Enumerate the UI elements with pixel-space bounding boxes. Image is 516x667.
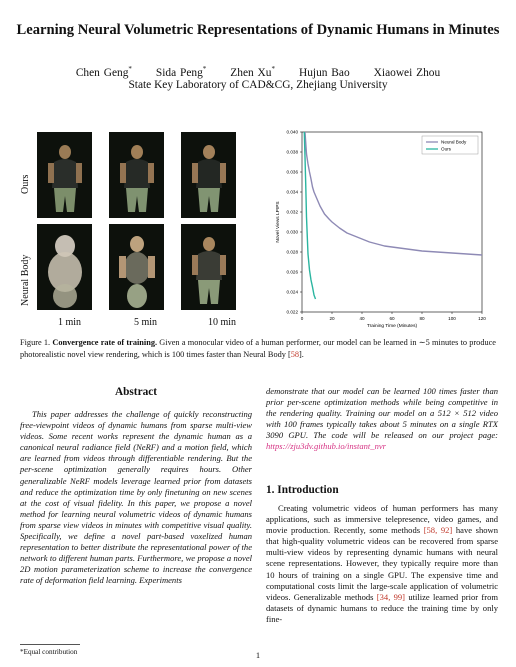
- photo-neuralbody-1min: [37, 224, 92, 310]
- abstract-text: This paper addresses the challenge of quickly reconstructing free-viewpoint videos of dynamic humans from sparse multi-view videos. Some recent works represent the dynamic human as a canonical neural radiance field (NeRF) and a motion field, which are learned from videos through differentiable rendering. But the per-scene optimization generally requires hours. Other generalizable NeRF models leverage learned prior from datasets and reduce the optimization time by only finetuning on new scenes at the cost of visual fidelity. In this paper, we propose a novel method for learning neural volumetric videos of dynamic humans from sparse view videos in minutes with competitive visual quality. Specifically, we define a novel part-based voxelized human representation to better distribute the representational power of the network to different human parts. Furthermore, we propose a novel 2D motion parameterization scheme to increase the convergence rate of deformation field learning. Experiments: [20, 409, 252, 586]
- affiliation: State Key Laboratory of CAD&CG, Zhejiang University: [128, 79, 388, 91]
- abstract-heading: Abstract: [114, 386, 158, 398]
- author-name: Chen Geng*: [75, 65, 132, 79]
- footnote: *Equal contribution: [20, 648, 78, 656]
- caption-text: Given a monocular video of a human performer, our model can be learned in ∼5 minutes to produce photorealistic novel view rendering, which is 100 times faster than Neural Body [: [20, 338, 496, 359]
- author-name: Sida Peng*: [155, 65, 207, 79]
- photo-neuralbody-5min: [109, 224, 164, 310]
- intro-text-1: Creating volumetric videos of human performers has many applications, such as immersive telepresence, video games, and movie production. Recently, some methods: [266, 503, 498, 536]
- figure-caption: [20, 337, 496, 361]
- figure-photo-grid: [20, 130, 260, 320]
- author-name: Xiaowei Zhou: [373, 66, 441, 79]
- y-tick-label: 0.030: [286, 229, 298, 235]
- abstract-body: [20, 409, 252, 587]
- lpips-convergence-chart: [262, 124, 494, 334]
- caption-end: ].: [299, 350, 304, 359]
- photo-ours-1min: [37, 132, 92, 218]
- caption-ref[interactable]: 58: [290, 350, 300, 359]
- y-tick-label: 0.034: [286, 189, 298, 195]
- author-name: Hujun Bao: [298, 66, 350, 79]
- intro-ref-2[interactable]: [34, 99]: [376, 591, 406, 602]
- x-tick-label: 0: [300, 316, 304, 321]
- photo-neuralbody-10min: [181, 224, 236, 310]
- y-tick-label: 0.032: [286, 209, 298, 215]
- y-axis-label: Novel Views LPIPS: [276, 201, 281, 243]
- x-tick-label: 20: [329, 316, 335, 321]
- series-line-ours: [304, 132, 315, 299]
- x-tick-label: 40: [359, 316, 365, 321]
- col-label-10min: 10 min: [208, 317, 237, 328]
- equal-contribution-mark: *: [202, 65, 207, 73]
- intro-body: [266, 503, 498, 625]
- x-tick-label: 80: [419, 316, 425, 321]
- photo-ours-5min: [109, 132, 164, 218]
- x-tick-label: 100: [448, 316, 456, 321]
- row-label-ours: Ours: [20, 174, 31, 194]
- col-label-5min: 5 min: [134, 317, 158, 328]
- abstract-cont-text: demonstrate that our model can be learned 100 times faster than prior per-scene optimization methods while being competitive in the rendering quality. Training our model on a 512 × 512 video with 100 frames typically takes about 5 minutes on a single RTX 3090 GPU. The code will be released on our project page:: [266, 386, 498, 441]
- abstract-continuation: [266, 386, 498, 453]
- project-link[interactable]: https://zju3dv.github.io/instant_nvr: [266, 441, 386, 452]
- caption-bold: Convergence rate of training.: [52, 338, 158, 347]
- y-tick-label: 0.026: [286, 269, 298, 275]
- intro-text-2: have shown that high-quality volumetric videos can be recovered from sparse multi-view videos by representing dynamic humans with neural scene representations. However, they typically require more than 10 hours of training on a single GPU. The expensive time and computational costs limit the large-scale application of volumetric videos. Generalizable methods: [266, 525, 498, 602]
- equal-contribution-mark: *: [128, 65, 132, 73]
- page-number: 1: [255, 650, 261, 660]
- footnote-rule: [20, 644, 80, 645]
- y-tick-label: 0.022: [286, 309, 298, 315]
- x-axis-label: Training Time (Minutes): [366, 324, 418, 329]
- author-name: Zhen Xu*: [230, 65, 275, 79]
- y-tick-label: 0.036: [286, 169, 298, 175]
- equal-contribution-mark: *: [271, 65, 275, 73]
- col-label-1min: 1 min: [58, 317, 82, 328]
- caption-label: Figure 1.: [20, 338, 51, 347]
- paper-title: Learning Neural Volumetric Representations of Dynamic Humans in Minutes: [16, 22, 500, 38]
- row-label-neural-body: Neural Body: [20, 254, 31, 306]
- plot-frame: [302, 132, 482, 312]
- legend-entry: Ours: [441, 146, 451, 152]
- y-tick-label: 0.038: [286, 149, 298, 155]
- y-tick-label: 0.040: [286, 129, 298, 135]
- y-tick-label: 0.024: [286, 289, 298, 295]
- x-tick-label: 60: [389, 316, 395, 321]
- intro-heading: 1. Introduction: [266, 484, 339, 496]
- photo-ours-10min: [181, 132, 236, 218]
- intro-ref-1[interactable]: [58, 92]: [423, 525, 453, 536]
- author-list: [40, 65, 476, 79]
- x-tick-label: 120: [478, 316, 486, 321]
- legend-entry: Neural Body: [441, 139, 467, 145]
- y-tick-label: 0.028: [286, 249, 298, 255]
- intro-text-3: utilize learned prior from datasets of dynamic humans to reduce the training time by only fine-: [266, 591, 498, 624]
